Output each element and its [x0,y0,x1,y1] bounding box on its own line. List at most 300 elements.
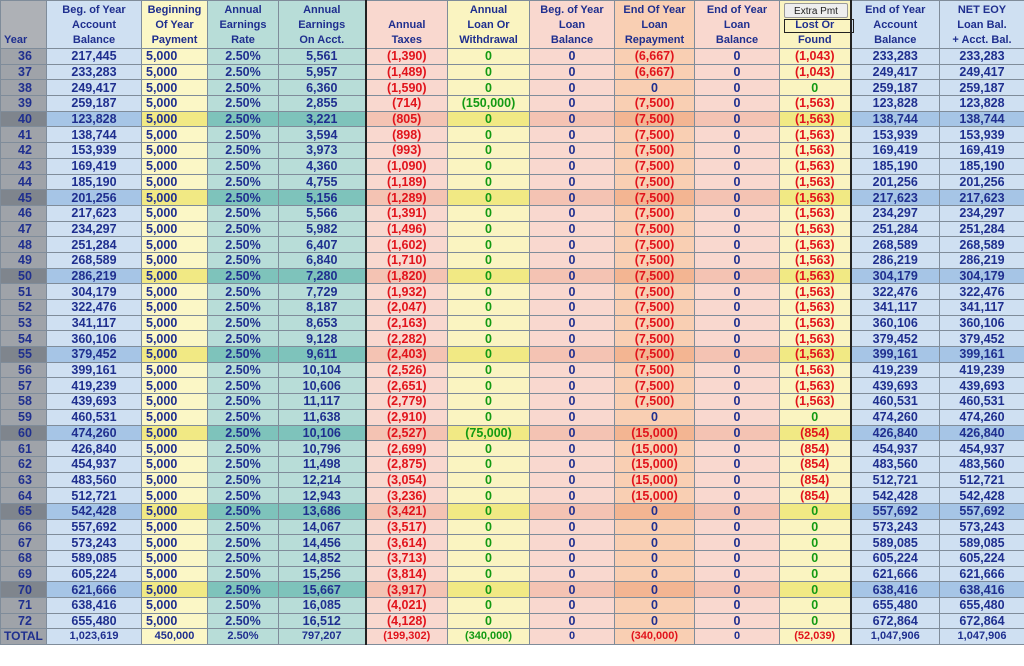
cell-year[interactable]: 63 [1,472,47,488]
cell-beg-balance[interactable]: 138,744 [47,127,142,143]
cell-payment[interactable]: 5,000 [142,566,208,582]
cell-repayment[interactable]: (7,500) [615,221,695,237]
cell-payment[interactable]: 5,000 [142,205,208,221]
cell-repayment[interactable]: (7,500) [615,331,695,347]
cell-taxes[interactable]: (1,189) [366,174,448,190]
cell-beg-balance[interactable]: 217,623 [47,205,142,221]
cell-beg-balance[interactable]: 454,937 [47,456,142,472]
cell-taxes[interactable]: (3,713) [366,551,448,567]
cell-payment[interactable]: 5,000 [142,535,208,551]
cell-end-balance[interactable]: 454,937 [851,441,940,457]
cell-end-balance[interactable]: 234,297 [851,205,940,221]
cell-payment[interactable]: 5,000 [142,96,208,112]
cell-repayment[interactable]: 0 [615,582,695,598]
total-rate[interactable]: 2.50% [208,629,279,645]
cell-taxes[interactable]: (1,090) [366,158,448,174]
cell-end-loan[interactable]: 0 [695,64,780,80]
cell-net[interactable]: 360,106 [940,315,1024,331]
cell-rate[interactable]: 2.50% [208,394,279,410]
cell-rate[interactable]: 2.50% [208,551,279,567]
cell-withdrawal[interactable]: (150,000) [448,96,530,112]
cell-end-balance[interactable]: 638,416 [851,582,940,598]
cell-rate[interactable]: 2.50% [208,456,279,472]
cell-repayment[interactable]: 0 [615,519,695,535]
cell-lost-found[interactable]: 0 [780,566,851,582]
cell-year[interactable]: 52 [1,300,47,316]
col-header-payment[interactable]: Beginning Of Year Payment [142,1,208,49]
cell-beg-loan[interactable]: 0 [530,362,615,378]
cell-earnings[interactable]: 3,594 [279,127,366,143]
cell-earnings[interactable]: 11,117 [279,394,366,410]
cell-beg-loan[interactable]: 0 [530,205,615,221]
cell-rate[interactable]: 2.50% [208,441,279,457]
cell-net[interactable]: 589,085 [940,535,1024,551]
cell-earnings[interactable]: 8,653 [279,315,366,331]
cell-withdrawal[interactable]: 0 [448,535,530,551]
cell-year[interactable]: 40 [1,111,47,127]
cell-repayment[interactable]: (7,500) [615,174,695,190]
cell-withdrawal[interactable]: 0 [448,190,530,206]
cell-net[interactable]: 286,219 [940,252,1024,268]
cell-repayment[interactable]: 0 [615,409,695,425]
cell-beg-balance[interactable]: 557,692 [47,519,142,535]
cell-end-loan[interactable]: 0 [695,143,780,159]
cell-repayment[interactable]: (7,500) [615,394,695,410]
cell-rate[interactable]: 2.50% [208,378,279,394]
cell-year[interactable]: 39 [1,96,47,112]
cell-year[interactable]: 65 [1,503,47,519]
cell-beg-balance[interactable]: 399,161 [47,362,142,378]
cell-year[interactable]: 49 [1,252,47,268]
cell-year[interactable]: 47 [1,221,47,237]
cell-earnings[interactable]: 3,221 [279,111,366,127]
cell-end-loan[interactable]: 0 [695,174,780,190]
cell-taxes[interactable]: (2,875) [366,456,448,472]
cell-withdrawal[interactable]: 0 [448,378,530,394]
cell-lost-found[interactable]: (1,563) [780,362,851,378]
cell-end-balance[interactable]: 259,187 [851,80,940,96]
cell-repayment[interactable]: 0 [615,566,695,582]
cell-taxes[interactable]: (2,526) [366,362,448,378]
cell-beg-loan[interactable]: 0 [530,237,615,253]
cell-earnings[interactable]: 6,407 [279,237,366,253]
cell-end-loan[interactable]: 0 [695,409,780,425]
cell-beg-loan[interactable]: 0 [530,80,615,96]
cell-payment[interactable]: 5,000 [142,127,208,143]
cell-end-loan[interactable]: 0 [695,488,780,504]
cell-payment[interactable]: 5,000 [142,598,208,614]
cell-end-balance[interactable]: 153,939 [851,127,940,143]
cell-taxes[interactable]: (1,489) [366,64,448,80]
cell-payment[interactable]: 5,000 [142,456,208,472]
cell-net[interactable]: 249,417 [940,64,1024,80]
total-lost-found[interactable]: (52,039) [780,629,851,645]
cell-lost-found[interactable]: (1,563) [780,268,851,284]
cell-payment[interactable]: 5,000 [142,362,208,378]
cell-year[interactable]: 43 [1,158,47,174]
cell-withdrawal[interactable]: 0 [448,174,530,190]
cell-payment[interactable]: 5,000 [142,268,208,284]
cell-earnings[interactable]: 10,104 [279,362,366,378]
cell-net[interactable]: 138,744 [940,111,1024,127]
cell-rate[interactable]: 2.50% [208,300,279,316]
cell-taxes[interactable]: (1,602) [366,237,448,253]
cell-net[interactable]: 419,239 [940,362,1024,378]
cell-year[interactable]: 66 [1,519,47,535]
cell-end-loan[interactable]: 0 [695,300,780,316]
cell-taxes[interactable]: (1,289) [366,190,448,206]
cell-net[interactable]: 169,419 [940,143,1024,159]
cell-repayment[interactable]: (7,500) [615,284,695,300]
cell-end-loan[interactable]: 0 [695,582,780,598]
cell-beg-loan[interactable]: 0 [530,190,615,206]
cell-rate[interactable]: 2.50% [208,472,279,488]
cell-end-balance[interactable]: 672,864 [851,613,940,629]
cell-withdrawal[interactable]: 0 [448,566,530,582]
cell-year[interactable]: 44 [1,174,47,190]
cell-rate[interactable]: 2.50% [208,127,279,143]
cell-payment[interactable]: 5,000 [142,190,208,206]
total-taxes[interactable]: (199,302) [366,629,448,645]
cell-lost-found[interactable]: (1,563) [780,96,851,112]
cell-taxes[interactable]: (2,282) [366,331,448,347]
cell-beg-balance[interactable]: 426,840 [47,441,142,457]
cell-beg-balance[interactable]: 419,239 [47,378,142,394]
cell-payment[interactable]: 5,000 [142,80,208,96]
cell-payment[interactable]: 5,000 [142,174,208,190]
cell-repayment[interactable]: (7,500) [615,190,695,206]
cell-payment[interactable]: 5,000 [142,425,208,441]
cell-lost-found[interactable]: (1,563) [780,127,851,143]
cell-earnings[interactable]: 5,566 [279,205,366,221]
cell-rate[interactable]: 2.50% [208,252,279,268]
cell-lost-found[interactable]: (1,563) [780,205,851,221]
cell-lost-found[interactable]: (1,563) [780,237,851,253]
cell-end-loan[interactable]: 0 [695,190,780,206]
cell-rate[interactable]: 2.50% [208,503,279,519]
cell-year[interactable]: 70 [1,582,47,598]
cell-repayment[interactable]: (7,500) [615,96,695,112]
cell-payment[interactable]: 5,000 [142,300,208,316]
cell-beg-balance[interactable]: 512,721 [47,488,142,504]
cell-net[interactable]: 268,589 [940,237,1024,253]
col-header-year[interactable]: Year [1,1,47,49]
cell-payment[interactable]: 5,000 [142,237,208,253]
cell-payment[interactable]: 5,000 [142,503,208,519]
cell-beg-balance[interactable]: 573,243 [47,535,142,551]
cell-withdrawal[interactable]: 0 [448,551,530,567]
cell-end-loan[interactable]: 0 [695,96,780,112]
cell-year[interactable]: 45 [1,190,47,206]
cell-repayment[interactable]: (6,667) [615,64,695,80]
cell-beg-loan[interactable]: 0 [530,582,615,598]
cell-rate[interactable]: 2.50% [208,174,279,190]
cell-beg-loan[interactable]: 0 [530,221,615,237]
cell-beg-balance[interactable]: 234,297 [47,221,142,237]
cell-earnings[interactable]: 10,796 [279,441,366,457]
cell-beg-loan[interactable]: 0 [530,96,615,112]
cell-lost-found[interactable]: (1,563) [780,315,851,331]
cell-earnings[interactable]: 5,957 [279,64,366,80]
col-header-net[interactable]: NET EOY Loan Bal. + Acct. Bal. [940,1,1024,49]
cell-beg-balance[interactable]: 621,666 [47,582,142,598]
cell-withdrawal[interactable]: 0 [448,315,530,331]
cell-end-balance[interactable]: 341,117 [851,300,940,316]
cell-year[interactable]: 37 [1,64,47,80]
cell-lost-found[interactable]: 0 [780,582,851,598]
cell-withdrawal[interactable]: 0 [448,80,530,96]
cell-beg-balance[interactable]: 268,589 [47,252,142,268]
cell-taxes[interactable]: (898) [366,127,448,143]
cell-repayment[interactable]: (7,500) [615,362,695,378]
cell-beg-loan[interactable]: 0 [530,488,615,504]
cell-end-balance[interactable]: 138,744 [851,111,940,127]
cell-net[interactable]: 460,531 [940,394,1024,410]
cell-rate[interactable]: 2.50% [208,49,279,65]
cell-lost-found[interactable]: (854) [780,441,851,457]
cell-earnings[interactable]: 7,280 [279,268,366,284]
cell-withdrawal[interactable]: 0 [448,441,530,457]
cell-beg-loan[interactable]: 0 [530,551,615,567]
cell-earnings[interactable]: 4,360 [279,158,366,174]
cell-end-loan[interactable]: 0 [695,551,780,567]
cell-repayment[interactable]: (15,000) [615,472,695,488]
cell-year[interactable]: 42 [1,143,47,159]
cell-year[interactable]: 57 [1,378,47,394]
cell-withdrawal[interactable]: 0 [448,111,530,127]
cell-end-balance[interactable]: 655,480 [851,598,940,614]
cell-net[interactable]: 621,666 [940,566,1024,582]
cell-withdrawal[interactable]: 0 [448,519,530,535]
cell-net[interactable]: 123,828 [940,96,1024,112]
cell-beg-loan[interactable]: 0 [530,268,615,284]
cell-year[interactable]: 51 [1,284,47,300]
cell-end-loan[interactable]: 0 [695,80,780,96]
cell-withdrawal[interactable]: 0 [448,127,530,143]
cell-payment[interactable]: 5,000 [142,488,208,504]
cell-beg-balance[interactable]: 605,224 [47,566,142,582]
cell-beg-loan[interactable]: 0 [530,519,615,535]
total-end-balance[interactable]: 1,047,906 [851,629,940,645]
cell-beg-balance[interactable]: 251,284 [47,237,142,253]
cell-year[interactable]: 48 [1,237,47,253]
cell-rate[interactable]: 2.50% [208,158,279,174]
cell-beg-loan[interactable]: 0 [530,331,615,347]
cell-beg-balance[interactable]: 439,693 [47,394,142,410]
cell-repayment[interactable]: (7,500) [615,315,695,331]
total-beg-balance[interactable]: 1,023,619 [47,629,142,645]
cell-beg-balance[interactable]: 322,476 [47,300,142,316]
cell-earnings[interactable]: 16,512 [279,613,366,629]
cell-withdrawal[interactable]: 0 [448,237,530,253]
cell-repayment[interactable]: (7,500) [615,378,695,394]
cell-year[interactable]: 68 [1,551,47,567]
cell-repayment[interactable]: (7,500) [615,127,695,143]
cell-end-loan[interactable]: 0 [695,394,780,410]
cell-end-balance[interactable]: 399,161 [851,347,940,363]
cell-earnings[interactable]: 16,085 [279,598,366,614]
cell-taxes[interactable]: (2,163) [366,315,448,331]
cell-taxes[interactable]: (1,820) [366,268,448,284]
cell-withdrawal[interactable]: 0 [448,503,530,519]
cell-year[interactable]: 53 [1,315,47,331]
cell-repayment[interactable]: (6,667) [615,49,695,65]
cell-earnings[interactable]: 11,498 [279,456,366,472]
col-header-beg-balance[interactable]: Beg. of Year Account Balance [47,1,142,49]
cell-lost-found[interactable]: (1,563) [780,158,851,174]
cell-end-loan[interactable]: 0 [695,613,780,629]
cell-net[interactable]: 251,284 [940,221,1024,237]
cell-repayment[interactable]: 0 [615,535,695,551]
cell-repayment[interactable]: (7,500) [615,347,695,363]
cell-taxes[interactable]: (4,021) [366,598,448,614]
cell-lost-found[interactable]: 0 [780,409,851,425]
cell-repayment[interactable]: 0 [615,80,695,96]
cell-lost-found[interactable]: (854) [780,456,851,472]
cell-beg-balance[interactable]: 474,260 [47,425,142,441]
col-header-end-loan[interactable]: End of Year Loan Balance [695,1,780,49]
cell-end-loan[interactable]: 0 [695,237,780,253]
cell-end-balance[interactable]: 251,284 [851,221,940,237]
cell-net[interactable]: 426,840 [940,425,1024,441]
cell-rate[interactable]: 2.50% [208,425,279,441]
cell-taxes[interactable]: (2,779) [366,394,448,410]
cell-year[interactable]: 69 [1,566,47,582]
cell-year[interactable]: 46 [1,205,47,221]
cell-withdrawal[interactable]: 0 [448,613,530,629]
cell-repayment[interactable]: (15,000) [615,456,695,472]
cell-end-loan[interactable]: 0 [695,127,780,143]
cell-withdrawal[interactable]: 0 [448,49,530,65]
cell-end-balance[interactable]: 201,256 [851,174,940,190]
cell-net[interactable]: 638,416 [940,582,1024,598]
total-withdrawal[interactable]: (340,000) [448,629,530,645]
cell-taxes[interactable]: (805) [366,111,448,127]
cell-end-balance[interactable]: 483,560 [851,456,940,472]
cell-rate[interactable]: 2.50% [208,409,279,425]
cell-rate[interactable]: 2.50% [208,315,279,331]
cell-net[interactable]: 512,721 [940,472,1024,488]
cell-net[interactable]: 672,864 [940,613,1024,629]
col-header-end-balance[interactable]: End of Year Account Balance [851,1,940,49]
col-header-rate[interactable]: Annual Earnings Rate [208,1,279,49]
cell-lost-found[interactable]: (1,563) [780,221,851,237]
cell-end-loan[interactable]: 0 [695,362,780,378]
cell-end-balance[interactable]: 185,190 [851,158,940,174]
cell-year[interactable]: 54 [1,331,47,347]
cell-payment[interactable]: 5,000 [142,331,208,347]
cell-beg-balance[interactable]: 233,283 [47,64,142,80]
cell-rate[interactable]: 2.50% [208,598,279,614]
cell-beg-balance[interactable]: 360,106 [47,331,142,347]
cell-year[interactable]: 55 [1,347,47,363]
cell-rate[interactable]: 2.50% [208,566,279,582]
cell-earnings[interactable]: 8,187 [279,300,366,316]
cell-end-loan[interactable]: 0 [695,378,780,394]
cell-withdrawal[interactable]: 0 [448,331,530,347]
cell-earnings[interactable]: 6,360 [279,80,366,96]
cell-rate[interactable]: 2.50% [208,284,279,300]
col-header-withdrawal[interactable]: Annual Loan Or Withdrawal [448,1,530,49]
cell-withdrawal[interactable]: 0 [448,205,530,221]
cell-year[interactable]: 60 [1,425,47,441]
cell-end-balance[interactable]: 621,666 [851,566,940,582]
cell-taxes[interactable]: (3,517) [366,519,448,535]
cell-payment[interactable]: 5,000 [142,613,208,629]
cell-lost-found[interactable]: 0 [780,503,851,519]
cell-withdrawal[interactable]: 0 [448,488,530,504]
cell-beg-loan[interactable]: 0 [530,252,615,268]
cell-withdrawal[interactable]: 0 [448,598,530,614]
cell-payment[interactable]: 5,000 [142,158,208,174]
cell-beg-balance[interactable]: 589,085 [47,551,142,567]
cell-taxes[interactable]: (3,236) [366,488,448,504]
cell-net[interactable]: 233,283 [940,49,1024,65]
cell-beg-balance[interactable]: 169,419 [47,158,142,174]
cell-lost-found[interactable]: (1,563) [780,174,851,190]
cell-beg-balance[interactable]: 638,416 [47,598,142,614]
cell-lost-found[interactable]: (1,563) [780,190,851,206]
cell-lost-found[interactable]: (1,563) [780,378,851,394]
total-end-loan[interactable]: 0 [695,629,780,645]
cell-rate[interactable]: 2.50% [208,221,279,237]
cell-year[interactable]: 41 [1,127,47,143]
cell-taxes[interactable]: (1,390) [366,49,448,65]
col-header-taxes[interactable]: Annual Taxes [366,1,448,49]
cell-taxes[interactable]: (2,910) [366,409,448,425]
cell-earnings[interactable]: 14,456 [279,535,366,551]
col-header-earnings[interactable]: Annual Earnings On Acct. [279,1,366,49]
cell-taxes[interactable]: (1,932) [366,284,448,300]
cell-repayment[interactable]: (7,500) [615,252,695,268]
cell-net[interactable]: 153,939 [940,127,1024,143]
cell-beg-loan[interactable]: 0 [530,49,615,65]
cell-repayment[interactable]: (7,500) [615,111,695,127]
cell-beg-loan[interactable]: 0 [530,566,615,582]
cell-repayment[interactable]: (7,500) [615,268,695,284]
cell-rate[interactable]: 2.50% [208,613,279,629]
cell-payment[interactable]: 5,000 [142,284,208,300]
cell-net[interactable]: 439,693 [940,378,1024,394]
cell-lost-found[interactable]: (1,043) [780,64,851,80]
cell-beg-loan[interactable]: 0 [530,111,615,127]
cell-payment[interactable]: 5,000 [142,551,208,567]
cell-payment[interactable]: 5,000 [142,315,208,331]
cell-repayment[interactable]: (7,500) [615,237,695,253]
cell-beg-balance[interactable]: 655,480 [47,613,142,629]
cell-repayment[interactable]: (15,000) [615,441,695,457]
cell-rate[interactable]: 2.50% [208,80,279,96]
cell-beg-balance[interactable]: 286,219 [47,268,142,284]
cell-earnings[interactable]: 10,106 [279,425,366,441]
cell-withdrawal[interactable]: 0 [448,158,530,174]
cell-net[interactable]: 454,937 [940,441,1024,457]
cell-end-loan[interactable]: 0 [695,315,780,331]
cell-earnings[interactable]: 2,855 [279,96,366,112]
col-header-lost-found[interactable]: Lost Or Found [780,1,851,49]
cell-taxes[interactable]: (3,814) [366,566,448,582]
cell-repayment[interactable]: (15,000) [615,425,695,441]
cell-end-loan[interactable]: 0 [695,331,780,347]
cell-beg-loan[interactable]: 0 [530,174,615,190]
cell-beg-loan[interactable]: 0 [530,378,615,394]
cell-year[interactable]: 38 [1,80,47,96]
cell-beg-loan[interactable]: 0 [530,535,615,551]
cell-end-balance[interactable]: 268,589 [851,237,940,253]
cell-rate[interactable]: 2.50% [208,331,279,347]
cell-beg-loan[interactable]: 0 [530,472,615,488]
cell-lost-found[interactable]: (1,043) [780,49,851,65]
